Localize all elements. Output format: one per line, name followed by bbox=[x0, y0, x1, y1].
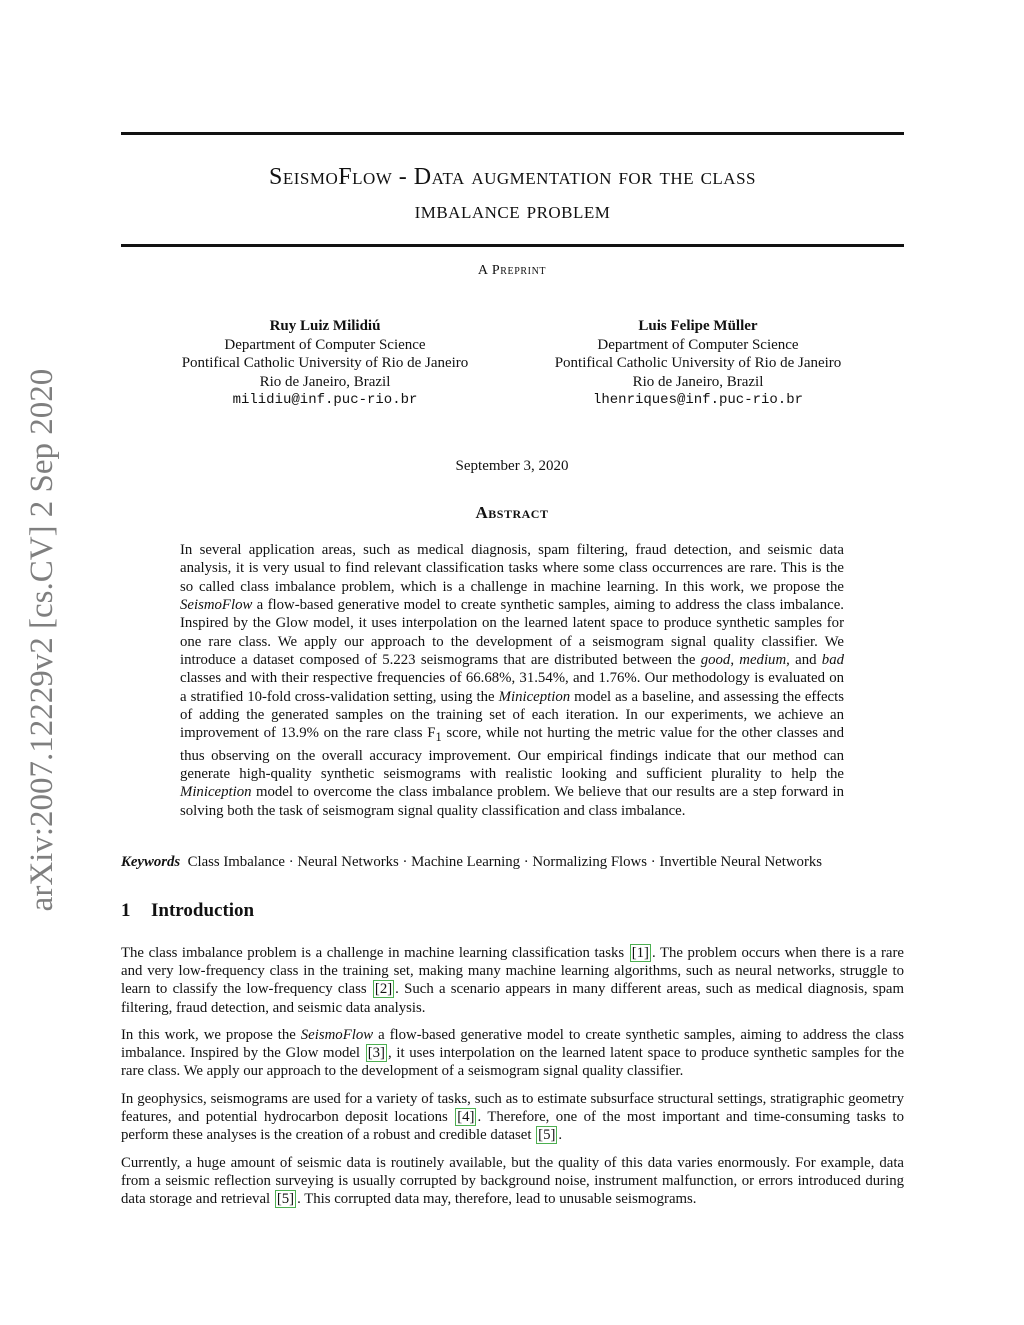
abstract-body bbox=[180, 541, 844, 820]
abstract-class-good: good bbox=[700, 652, 731, 669]
title-rule-bottom bbox=[121, 244, 904, 247]
citation-link[interactable]: [5] bbox=[276, 1191, 295, 1208]
abstract-text: score, while not hurting the metric value for the other classes and thus observing on the overall accuracy improvement. Our empirical findings indicate that our method can generate high-quality synthetic seismograms with realistic looking and sufficient plurality to help the bbox=[180, 725, 844, 783]
author-department: Department of Computer Science bbox=[597, 336, 799, 353]
section-title: Introduction bbox=[151, 900, 255, 921]
paper-title bbox=[121, 160, 904, 228]
author-name: Ruy Luiz Milidiú bbox=[269, 318, 381, 334]
abstract-f1-subscript: 1 bbox=[435, 730, 442, 745]
paragraph-text: . Such a scenario appears in many different areas, such as medical diagnosis, spam filtering, fraud detection, and seismic data analysis. bbox=[121, 981, 905, 1016]
paragraph-text: , it uses interpolation on the learned latent space to produce synthetic samples for the rare class. We apply our approach to the development of a seismogram signal quality classifier. bbox=[121, 1045, 905, 1080]
abstract-class-bad: bad bbox=[821, 652, 844, 669]
title-line-1: SeismoFlow - Data augmentation for the class bbox=[269, 164, 756, 190]
author-location: Rio de Janeiro, Brazil bbox=[259, 373, 391, 390]
paragraph-text: . The problem occurs when there is a rare and very low-frequency class in the training set, making many machine learning algorithms, such as neural networks, struggle to learn to classify the low-frequency class bbox=[121, 945, 904, 998]
abstract-heading: Abstract bbox=[475, 503, 549, 522]
abstract-text: , bbox=[730, 652, 740, 669]
title-line-2: imbalance problem bbox=[414, 198, 611, 224]
abstract-text: model as a baseline, and assessing the effects of adding the generated samples on the training set of each iteration. In our experiments, we achieve an improvement of 13.9% on the rare class F bbox=[180, 688, 844, 742]
abstract-text: model to overcome the class imbalance problem. We believe that our results are a step forward in solving both the task of seismogram signal quality classification and class imbalance. bbox=[180, 784, 844, 819]
abstract-class-medium: medium bbox=[739, 652, 787, 669]
abstract-text: , and bbox=[786, 652, 822, 669]
abstract-model-name: SeismoFlow bbox=[180, 597, 253, 614]
paragraph-text: The class imbalance problem is a challenge in machine learning classification tasks bbox=[121, 945, 629, 961]
intro-paragraph-2 bbox=[121, 1026, 904, 1081]
intro-paragraph-1 bbox=[121, 944, 904, 1017]
author-block-2 bbox=[523, 317, 873, 410]
abstract-baseline-name: Miniception bbox=[180, 784, 252, 801]
publication-date: September 3, 2020 bbox=[455, 458, 569, 474]
citation-link[interactable]: [5] bbox=[538, 1127, 556, 1144]
paragraph-text: In this work, we propose the bbox=[121, 1027, 301, 1043]
author-block-1 bbox=[150, 317, 500, 410]
author-institution: Pontifical Catholic University of Rio de Janeiro bbox=[181, 355, 469, 371]
keywords-label: Keywords bbox=[121, 854, 181, 870]
citation-link[interactable]: [1] bbox=[631, 945, 649, 961]
arxiv-sidebar bbox=[0, 0, 90, 1325]
author-email[interactable]: lhenriques@inf.puc-rio.br bbox=[592, 392, 804, 408]
paragraph-text: . bbox=[558, 1127, 563, 1144]
paragraph-text: Currently, a huge amount of seismic data is routinely available, but the quality of this data varies enormously. For example, data from a seismic reflection surveying is usually corrupted by background noise, instrument malfunction, or errors introduced during data storage and retrieval bbox=[121, 1155, 904, 1208]
preprint-label: A Preprint bbox=[477, 263, 547, 278]
paragraph-text: In geophysics, seismograms are used for a variety of tasks, such as to estimate subsurface structural settings, stratigraphic geometry features, and potential hydrocarbon deposit locations bbox=[121, 1091, 904, 1126]
intro-paragraph-3 bbox=[121, 1090, 904, 1145]
paragraph-text: . This corrupted data may, therefore, lead to unusable seismograms. bbox=[297, 1191, 697, 1208]
author-name: Luis Felipe Müller bbox=[638, 318, 758, 334]
citation-link[interactable]: [3] bbox=[367, 1045, 385, 1062]
intro-paragraph-4 bbox=[121, 1154, 904, 1209]
paragraph-text: a flow-based generative model to create synthetic samples, aiming to address the class imbalance. Inspired by the Glow model bbox=[121, 1027, 904, 1062]
citation-link[interactable]: [4] bbox=[457, 1109, 475, 1126]
citation-link[interactable]: [2] bbox=[374, 981, 393, 998]
section-number: 1 bbox=[121, 900, 131, 921]
abstract-text: a flow-based generative model to create synthetic samples, aiming to address the class imbalance. Inspired by the Glow model, it uses interpolation on the learned latent space to produce synthetic samples for one rare class. We apply our approach to the development of a seismogram signal quality classifier. We introduce a dataset composed of 5.223 seismograms that are distributed between the bbox=[180, 597, 844, 669]
author-email[interactable]: milidiu@inf.puc-rio.br bbox=[232, 392, 418, 408]
keywords-list: Class Imbalance · Neural Networks · Machine Learning · Normalizing Flows · Invertible Neural Networks bbox=[187, 854, 823, 870]
keywords-line bbox=[121, 854, 911, 871]
abstract-text: classes and with their respective frequencies of 66.68%, 31.54%, and 1.76%. Our methodology is evaluated on a stratified 10-fold cross-validation setting, using the bbox=[180, 670, 844, 705]
author-department: Department of Computer Science bbox=[224, 336, 426, 353]
model-name: SeismoFlow bbox=[300, 1027, 374, 1043]
author-institution: Pontifical Catholic University of Rio de Janeiro bbox=[554, 355, 842, 371]
title-rule-top bbox=[121, 132, 904, 135]
arxiv-identifier: arXiv:2007.12229v2 [cs.CV] 2 Sep 2020 bbox=[24, 368, 60, 912]
paragraph-text: . Therefore, one of the most important and time-consuming tasks to perform these analyses is the creation of a robust and credible dataset bbox=[121, 1109, 904, 1144]
abstract-baseline-name: Miniception bbox=[498, 688, 571, 705]
abstract-text: In several application areas, such as medical diagnosis, spam filtering, fraud detection, and seismic data analysis, it is very usual to find relevant classification tasks where some class occurrences are rare. This is the so called class imbalance problem, which is a challenge in machine learning. In this work, we propose the bbox=[180, 542, 844, 595]
section-heading-introduction bbox=[121, 900, 254, 922]
author-location: Rio de Janeiro, Brazil bbox=[632, 373, 764, 390]
